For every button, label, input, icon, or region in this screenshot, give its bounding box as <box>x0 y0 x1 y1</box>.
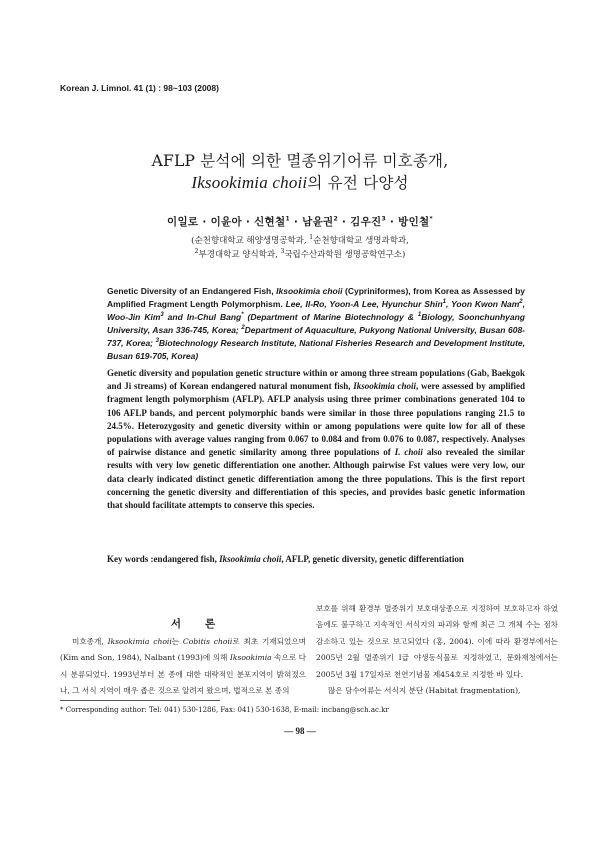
abstract-text: Genetic diversity and population genetic structure within or among three stream populations (Gab, Baekgok and Ji streams) of Korean endangered natural monument fish, <box>107 368 525 392</box>
author-sup: * <box>429 215 433 223</box>
author-nam: · 남윤권 <box>289 216 334 228</box>
keyword-text: endangered fish, <box>153 554 220 564</box>
author-sup: 2 <box>333 215 338 223</box>
en-sup: 2 <box>241 325 245 332</box>
body-text: 로 최초 기재되었으며 (Kim and Son, 1984), Nalbant (1993)에 의해 <box>60 637 306 663</box>
en-affil-text: Biology, Soonchunhyang University, Asan 336-745, Korea; <box>107 312 525 336</box>
section-heading-introduction: 서론 <box>170 618 240 630</box>
author-list <box>0 214 600 229</box>
en-author-text: Lee, Il-Ro, Yoon-A Lee, Hyunchur Shin <box>285 299 443 310</box>
affiliation-sup: 3 <box>280 248 285 256</box>
en-sup: 1 <box>442 299 447 306</box>
en-sup: * <box>241 312 244 319</box>
en-title-text: (Cypriniformes), from Korea as Assessed by Amplified Fragment Length Polymorphism. <box>107 286 526 310</box>
en-title-text: Genetic Diversity of an Endangered Fish, <box>107 286 277 296</box>
page-number: — 98 — <box>284 726 316 736</box>
abstract-text: , were assessed by amplified fragment length polymorphism (AFLP). AFLP analysis using three primer combinations generated 104 to 106 AFLP bands, and percent polymorphic bands were similar in those three populations ranging 21.5 to 24.5%. Heterozygosity and genetic diversity within or among populations were quite low for all of these populations with average values ranging from 0.067 to 0.084 and from 0.076 to 0.087, respectively. Analyses of pairwise distance and genetic similarity among three populations of <box>107 381 525 458</box>
journal-citation: Korean J. Limnol. 41 (1) : 98~103 (2008) <box>60 83 219 93</box>
author-sup: 1 <box>285 215 290 223</box>
en-affil-text: (Department of Marine Biotechnology & <box>243 312 418 323</box>
article-title <box>0 150 600 194</box>
corresponding-author-footnote: * Corresponding author: Tel: 041) 530-1286, Fax: 041) 530-1638, E-mail: incbang@sch.ac.kr <box>60 706 389 714</box>
affiliation-text: 순천향대학교 생명과학과, <box>313 236 409 246</box>
en-sup: 3 <box>155 338 159 345</box>
title-line-1: AFLP 분석에 의한 멸종위기어류 미호종개, <box>151 152 449 170</box>
title-line-2 <box>0 172 600 194</box>
authors-block <box>0 214 600 262</box>
body-species: Cobitis choii <box>182 637 233 646</box>
en-author-text: , Woo-Jin Kim <box>107 299 525 323</box>
keywords <box>107 553 525 566</box>
body-text: 는 <box>171 637 183 646</box>
body-genus: Iksookimia <box>229 653 272 663</box>
affiliation-line-2 <box>0 248 600 262</box>
abstract <box>107 367 525 512</box>
en-sup: 2 <box>519 299 523 306</box>
body-paragraph: 많은 담수어류는 서식지 분단 (Habitat fragmentation), <box>328 686 521 696</box>
keywords-list <box>154 553 526 566</box>
en-affil-text: Biotechnology Research Institute, National Fisheries Research and Development Institute, Busan 619-705, Korea) <box>107 338 525 362</box>
en-author-text: and In-Chul Bang <box>163 312 242 323</box>
affiliation-line-1 <box>0 234 600 248</box>
en-sup: 3 <box>160 312 164 319</box>
author-bang: · 방인철 <box>385 216 430 228</box>
body-species: Iksookimia choii <box>107 637 172 646</box>
en-sup: 1 <box>417 312 422 319</box>
abstract-species: I. choii <box>394 447 423 458</box>
affiliation-text: 부경대학교 양식학과, <box>198 250 281 260</box>
abstract-text: also revealed the similar results with very low genetic differentiation one another. Although pairwise Fst values were very low, our data clearly indicated distinct genetic differentiation among the three populations. This is the first report concerning the genetic diversity and differentiation of this species, and provides basic genetic information that should facilitate attempts to conserve this species. <box>107 447 525 511</box>
author-sup: 3 <box>381 215 386 223</box>
title-line-2-rest: 의 유전 다양성 <box>307 174 409 192</box>
affiliation-sup: 1 <box>309 234 314 242</box>
en-species-name: Iksookimia choii <box>276 286 343 296</box>
body-left-column <box>60 634 306 700</box>
affiliation-sup: 2 <box>194 248 199 256</box>
affiliation-text: 국립수산과학원 생명공학연구소) <box>284 250 406 260</box>
footnote-rule <box>60 700 220 701</box>
body-text: 미호종개, <box>72 637 108 646</box>
body-text: 속으로 다시 분류되었다. 1993년부터 본 종에 대한 대략적인 분포지역이 밝혀졌으나, 그 서식 지역이 매우 좁은 것으로 알려져 왔으며, 법적으로 본 종의 <box>60 653 306 696</box>
keyword-text: , AFLP, genetic diversity, genetic differentiation <box>281 554 464 564</box>
body-right-column <box>316 601 558 699</box>
en-author-text: , Yoon Kwon Nam <box>446 299 520 310</box>
en-affil-text: Department of Aquaculture, Pukyong National University, Busan 608-737, Korea; <box>107 325 526 349</box>
english-title-header <box>107 285 525 364</box>
body-paragraph: 보호를 위해 환경부 멸종위기 보호대상종으로 지정하여 보호하고자 하였음에도 불구하고 지속적인 서식지의 파괴와 함께 최근 그 개체 수는 점차 감소하고 있는 것으로 보고되었다 (홍, 2004). 이에 따라 환경부에서는 2005년 2월 멸종위기 I급 야생동식물로 지정하였고, 문화재청에서는 2005년 3월 17일자로 천연기념물 제454호로 지정한 바 있다. <box>316 604 558 679</box>
keywords-label: Key words : <box>107 554 154 564</box>
affiliation-text: (순천향대학교 해양생명공학과, <box>191 236 310 246</box>
affiliations <box>0 234 600 262</box>
author-kim: · 김우진 <box>337 216 382 228</box>
keyword-species: Iksookimia choii <box>219 554 282 564</box>
author-group-1: 이일로 · 이윤아 · 신현철 <box>167 216 286 228</box>
abstract-species: Iksookimia choii <box>353 381 417 392</box>
species-name: Iksookimia choii <box>191 173 308 192</box>
